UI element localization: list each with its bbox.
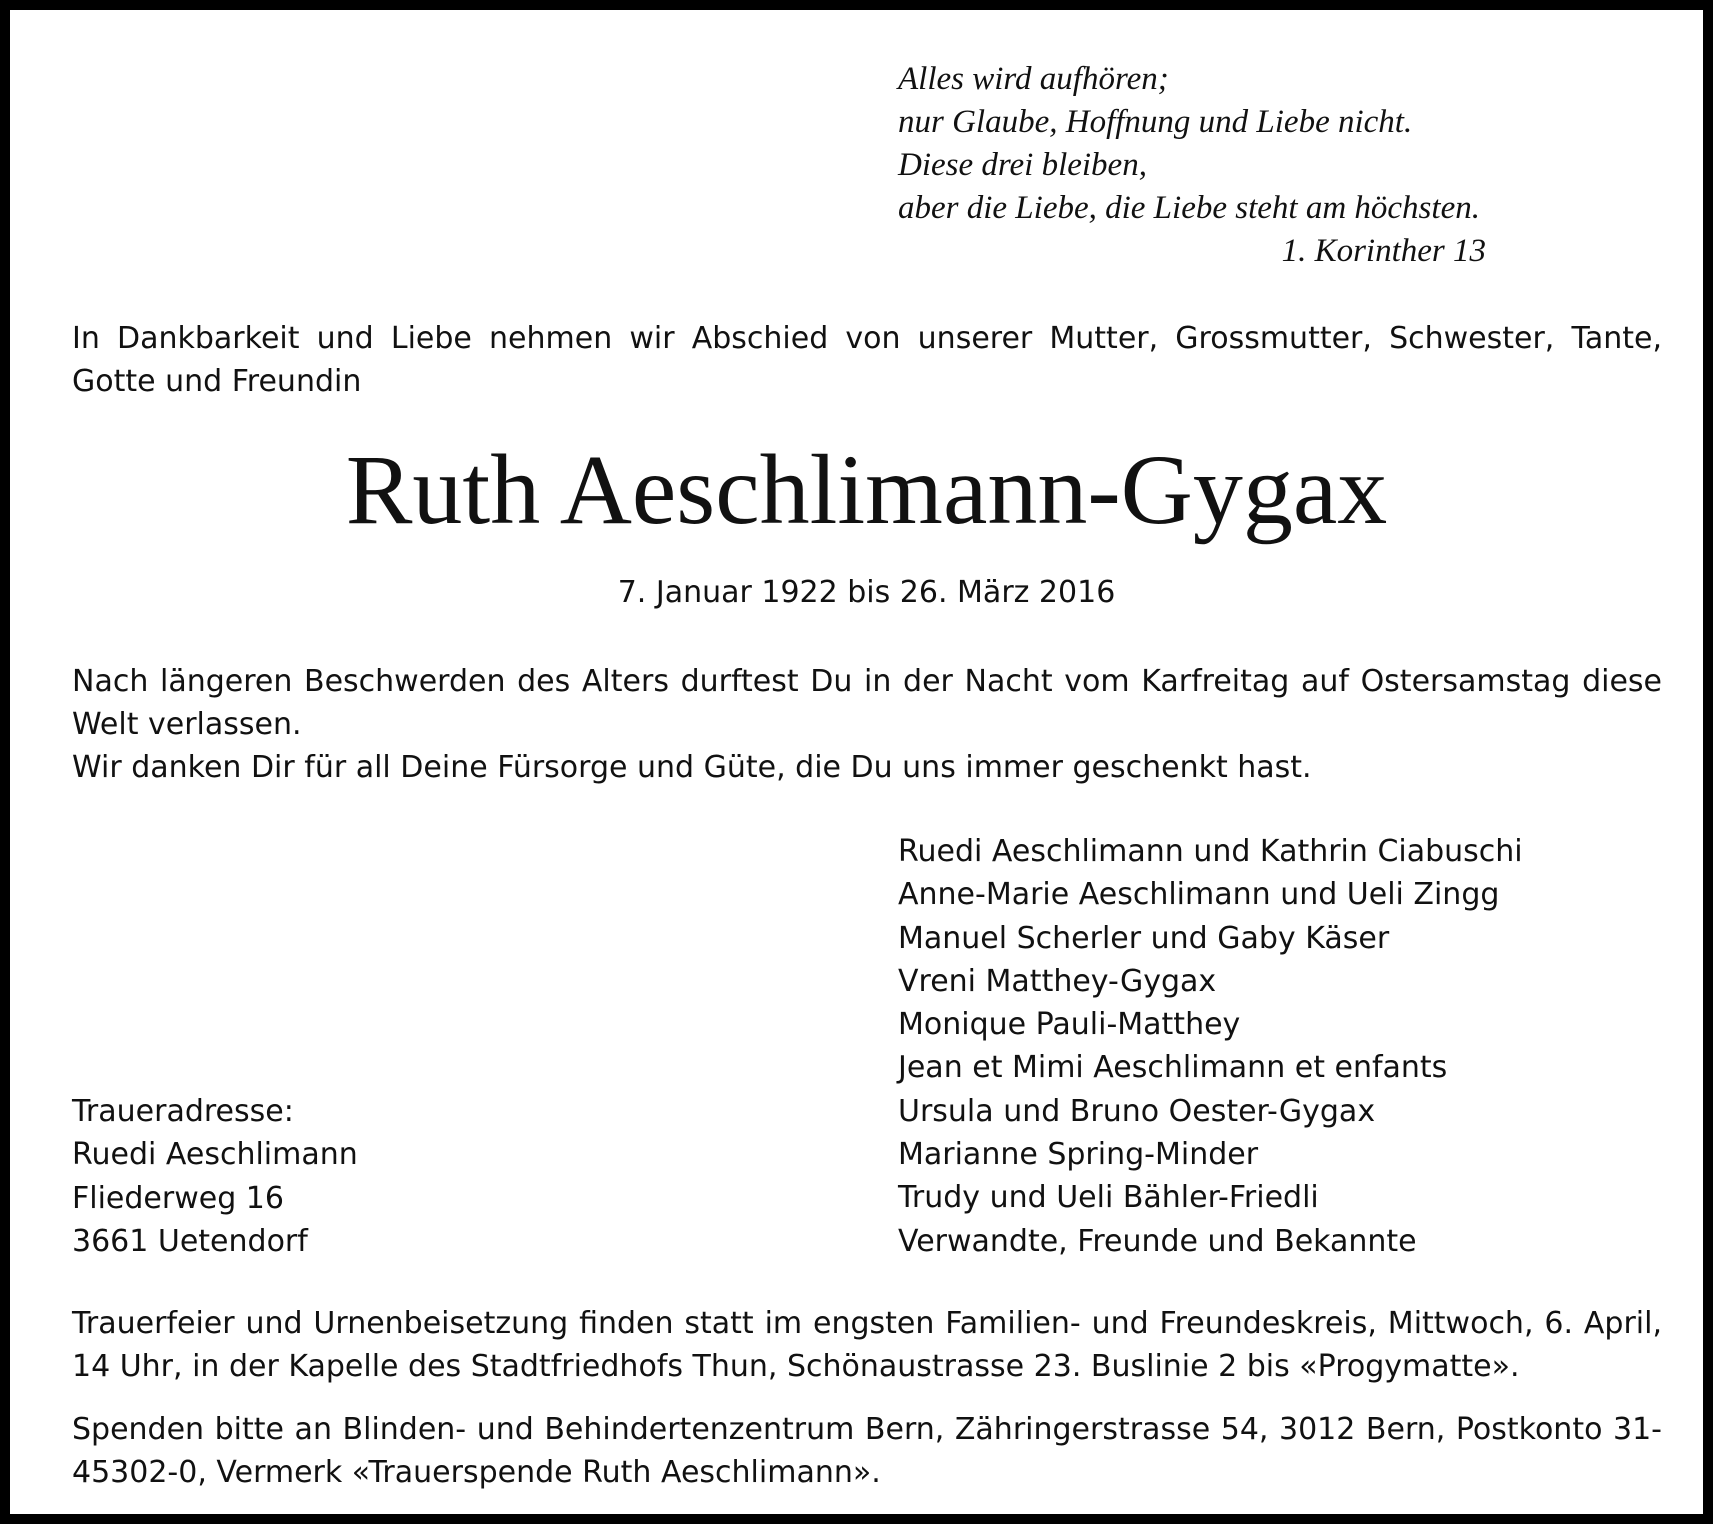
verse-line: nur Glaube, Hoffnung und Liebe nicht. <box>898 104 1413 140</box>
bible-verse <box>898 58 1486 273</box>
donation-info: Spenden bitte an Blinden- und Behindertenzentrum Bern, Zähringerstrasse 54, 3012 Bern, Postkonto 31-45302-0, Vermerk «Trauerspende Ruth Aeschlimann». <box>72 1412 1662 1490</box>
farewell-message <box>72 660 1662 789</box>
mourning-address <box>72 1090 358 1263</box>
verse-line: Diese drei bleiben, <box>898 147 1147 183</box>
deceased-name: Ruth Aeschlimann-Gygax <box>345 434 1388 545</box>
verse-reference: 1. Korinther 13 <box>1281 233 1486 269</box>
verse-line: aber die Liebe, die Liebe steht am höchsten. <box>898 190 1480 226</box>
mourner-entry: Monique Pauli-Matthey <box>898 1007 1241 1043</box>
message-paragraph: Wir danken Dir für all Deine Fürsorge und Güte, die Du uns immer geschenkt hast. <box>72 750 1312 785</box>
life-dates: 7. Januar 1922 bis 26. März 2016 <box>617 575 1116 610</box>
mourners-list <box>898 830 1523 1263</box>
message-paragraph: Nach längeren Beschwerden des Alters durftest Du in der Nacht vom Karfreitag auf Ostersamstag diese Welt verlassen. <box>72 664 1662 742</box>
mourner-entry: Trudy und Ueli Bähler-Friedli <box>898 1180 1319 1216</box>
verse-line: Alles wird aufhören; <box>898 61 1169 97</box>
mourner-entry: Verwandte, Freunde und Bekannte <box>898 1223 1417 1259</box>
mourner-entry: Vreni Matthey-Gygax <box>898 963 1217 999</box>
mourner-entry: Ruedi Aeschlimann und Kathrin Ciabuschi <box>898 834 1523 869</box>
mourner-entry: Ursula und Bruno Oester-Gygax <box>898 1093 1376 1129</box>
address-name: Ruedi Aeschlimann <box>72 1137 358 1173</box>
address-city: 3661 Uetendorf <box>72 1223 308 1259</box>
intro-text: In Dankbarkeit und Liebe nehmen wir Abschied von unserer Mutter, Grossmutter, Schwester, Tante, Gotte und Freundin <box>72 321 1662 399</box>
mourner-entry: Anne-Marie Aeschlimann und Ueli Zingg <box>898 877 1500 913</box>
address-label: Traueradresse: <box>72 1094 294 1129</box>
mourner-entry: Manuel Scherler und Gaby Käser <box>898 920 1390 956</box>
address-street: Fliederweg 16 <box>72 1180 284 1216</box>
mourner-entry: Marianne Spring-Minder <box>898 1137 1259 1173</box>
mourner-entry: Jean et Mimi Aeschlimann et enfants <box>898 1050 1448 1086</box>
funeral-info: Trauerfeier und Urnenbeisetzung finden statt im engsten Familien- und Freundeskreis, Mittwoch, 6. April, 14 Uhr, in der Kapelle des Stadtfriedhofs Thun, Schönaustrasse 23. Buslinie 2 bis «Progymatte». <box>72 1306 1662 1384</box>
